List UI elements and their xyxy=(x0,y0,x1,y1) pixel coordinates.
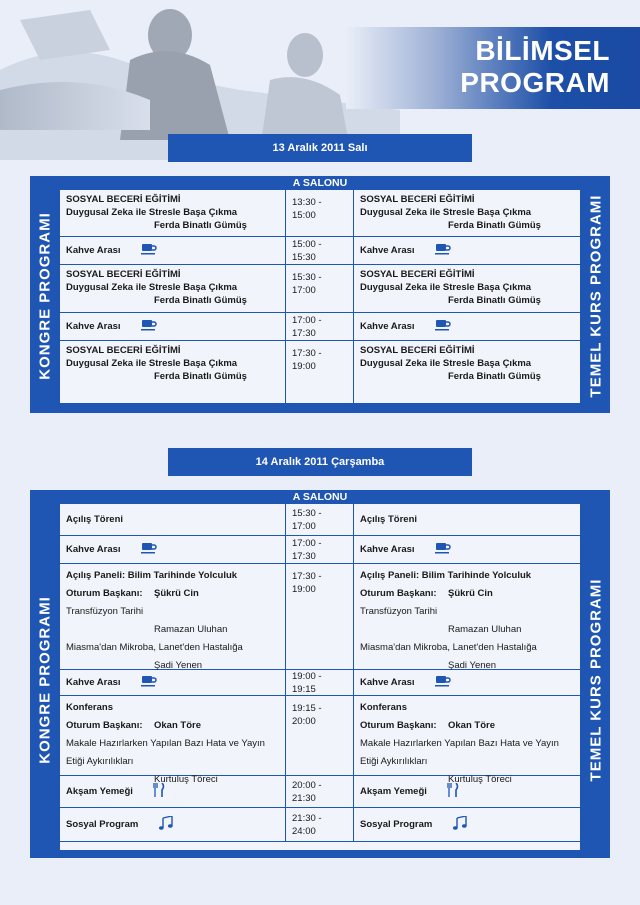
session-text: Oturum Başkanı: xyxy=(66,720,143,731)
session-text: Miasma'dan Mikroba, Lanet'den Hastalığa xyxy=(360,642,537,653)
left-session-cell xyxy=(60,237,286,264)
session-text: Konferans xyxy=(360,702,407,713)
right-session-cell xyxy=(354,670,580,695)
session-text: Açılış Paneli: Bilim Tarihinde Yolculuk xyxy=(360,570,532,581)
session-text: Açılış Töreni xyxy=(360,514,418,525)
session-text: Kahve Arası xyxy=(360,544,415,555)
schedule-row xyxy=(60,265,580,313)
day1-right-label: TEMEL KURS PROGRAMI xyxy=(587,194,605,398)
session-text: Sosyal Program xyxy=(66,819,139,830)
session-text: Ramazan Uluhan xyxy=(448,624,522,635)
time-slot: 17:30 - 19:00 xyxy=(286,564,354,669)
session-text: Kahve Arası xyxy=(360,245,415,256)
session-text: SOSYAL BECERİ EĞİTİMİ xyxy=(66,269,181,280)
session-text: SOSYAL BECERİ EĞİTİMİ xyxy=(66,194,181,205)
session-text: Duygusal Zeka ile Stresle Başa Çıkma xyxy=(66,358,238,369)
schedule-row xyxy=(60,536,580,564)
session-chair-line xyxy=(360,585,574,603)
page-title: BİLİMSEL PROGRAM xyxy=(460,35,610,98)
time-slot: 15:30 - 17:00 xyxy=(286,265,354,312)
session-text: Oturum Başkanı: xyxy=(360,720,437,731)
session-text: Makale Hazırlarken Yapılan Bazı Hata ve Yayın xyxy=(66,738,265,749)
day2-date-bar: 14 Aralık 2011 Çarşamba xyxy=(168,448,472,476)
session-text: Konferans xyxy=(66,702,113,713)
time-slot: 15:00 - 15:30 xyxy=(286,237,354,264)
day2-schedule xyxy=(30,490,610,858)
time-slot: 13:30 - 15:00 xyxy=(286,190,354,236)
time-slot: 17:00 - 17:30 xyxy=(286,536,354,563)
right-session-cell xyxy=(354,536,580,563)
session-text: Miasma'dan Mikroba, Lanet'den Hastalığa xyxy=(66,642,243,653)
schedule-row xyxy=(60,696,580,785)
left-session-cell xyxy=(60,313,286,340)
schedule-row xyxy=(60,313,580,341)
coffee-cup-icon xyxy=(435,243,451,259)
session-text: Kurtuluş Töreci xyxy=(448,774,512,785)
right-session-cell xyxy=(354,190,580,236)
left-session-cell xyxy=(60,564,286,669)
left-session-cell xyxy=(60,536,286,563)
left-session-cell xyxy=(60,265,286,312)
session-text: Açılış Paneli: Bilim Tarihinde Yolculuk xyxy=(66,570,238,581)
session-text: Açılış Töreni xyxy=(66,514,124,525)
fork-knife-icon xyxy=(153,783,165,801)
coffee-cup-icon xyxy=(141,243,157,259)
session-text: Akşam Yemeği xyxy=(360,786,427,797)
right-session-cell xyxy=(354,341,580,403)
session-text: Ferda Binatlı Gümüş xyxy=(154,220,247,231)
day2-right-label: TEMEL KURS PROGRAMI xyxy=(587,578,605,782)
left-session-cell xyxy=(60,341,286,403)
music-note-icon xyxy=(452,816,468,834)
session-text: Transfüzyon Tarihi xyxy=(360,606,438,617)
time-slot: 17:00 - 17:30 xyxy=(286,313,354,340)
session-text: Etiği Aykırılıkları xyxy=(360,756,428,767)
session-text: Şadi Yenen xyxy=(154,660,203,671)
session-text: Ferda Binatlı Gümüş xyxy=(154,371,247,382)
schedule-row xyxy=(60,776,580,808)
coffee-cup-icon xyxy=(141,675,157,691)
session-text: Makale Hazırlarken Yapılan Bazı Hata ve Yayın xyxy=(360,738,559,749)
session-text: Kahve Arası xyxy=(66,544,121,555)
right-session-cell xyxy=(354,696,580,785)
session-text: Duygusal Zeka ile Stresle Başa Çıkma xyxy=(66,282,238,293)
session-chair-line xyxy=(66,585,279,603)
session-text: Duygusal Zeka ile Stresle Başa Çıkma xyxy=(360,207,532,218)
right-session-cell xyxy=(354,776,580,807)
coffee-cup-icon xyxy=(141,542,157,558)
fork-knife-icon xyxy=(447,783,459,801)
session-text: Şükrü Cin xyxy=(448,588,493,599)
schedule-row xyxy=(60,190,580,237)
day2-table xyxy=(60,504,580,850)
session-text: Oturum Başkanı: xyxy=(66,588,143,599)
session-text: Kahve Arası xyxy=(66,677,121,688)
session-text: Okan Töre xyxy=(448,720,495,731)
session-text: Ferda Binatlı Gümüş xyxy=(448,220,541,231)
session-text: Kahve Arası xyxy=(66,321,121,332)
session-text: Şükrü Cin xyxy=(154,588,199,599)
schedule-row xyxy=(60,341,580,404)
left-session-cell xyxy=(60,808,286,841)
right-session-cell xyxy=(354,313,580,340)
session-text: Kahve Arası xyxy=(66,245,121,256)
right-session-cell xyxy=(354,504,580,535)
session-text: Oturum Başkanı: xyxy=(360,588,437,599)
left-session-cell xyxy=(60,696,286,785)
right-session-cell xyxy=(354,265,580,312)
day1-hall-label: A SALONU xyxy=(292,177,348,189)
session-text: Transfüzyon Tarihi xyxy=(66,606,144,617)
coffee-cup-icon xyxy=(435,319,451,335)
right-session-cell xyxy=(354,237,580,264)
day1-left-label: KONGRE PROGRAMI xyxy=(36,212,54,380)
schedule-row xyxy=(60,504,580,536)
time-slot: 17:30 - 19:00 xyxy=(286,341,354,403)
session-text: SOSYAL BECERİ EĞİTİMİ xyxy=(360,194,475,205)
music-note-icon xyxy=(158,816,174,834)
session-text: Ramazan Uluhan xyxy=(154,624,228,635)
session-text: SOSYAL BECERİ EĞİTİMİ xyxy=(360,269,475,280)
session-text: SOSYAL BECERİ EĞİTİMİ xyxy=(360,345,475,356)
time-slot: 19:15 - 20:00 xyxy=(286,696,354,775)
schedule-row xyxy=(60,670,580,696)
session-text: Etiği Aykırılıkları xyxy=(66,756,134,767)
session-text: Ferda Binatlı Gümüş xyxy=(154,295,247,306)
schedule-row xyxy=(60,237,580,265)
left-session-cell xyxy=(60,670,286,695)
session-chair-line xyxy=(360,717,574,735)
session-text: Kahve Arası xyxy=(360,321,415,332)
coffee-cup-icon xyxy=(141,319,157,335)
coffee-cup-icon xyxy=(435,675,451,691)
session-text: Ferda Binatlı Gümüş xyxy=(448,371,541,382)
time-slot: 19:00 - 19:15 xyxy=(286,670,354,695)
session-text: Okan Töre xyxy=(154,720,201,731)
left-session-cell xyxy=(60,190,286,236)
session-text: Kahve Arası xyxy=(360,677,415,688)
day1-date-bar: 13 Aralık 2011 Salı xyxy=(168,134,472,162)
session-text: Duygusal Zeka ile Stresle Başa Çıkma xyxy=(360,358,532,369)
schedule-row xyxy=(60,564,580,670)
left-session-cell xyxy=(60,504,286,535)
session-text: Kurtuluş Töreci xyxy=(154,774,218,785)
session-text: Duygusal Zeka ile Stresle Başa Çıkma xyxy=(360,282,532,293)
day1-schedule xyxy=(30,176,610,413)
time-slot: 21:30 - 24:00 xyxy=(286,808,354,841)
session-text: Duygusal Zeka ile Stresle Başa Çıkma xyxy=(66,207,238,218)
schedule-row xyxy=(60,808,580,842)
time-slot: 15:30 - 17:00 xyxy=(286,504,354,535)
session-text: Şadi Yenen xyxy=(448,660,497,671)
day2-hall-label: A SALONU xyxy=(292,491,348,503)
session-chair-line xyxy=(66,717,279,735)
right-session-cell xyxy=(354,564,580,669)
session-text: Akşam Yemeği xyxy=(66,786,133,797)
session-text: Ferda Binatlı Gümüş xyxy=(448,295,541,306)
right-session-cell xyxy=(354,808,580,841)
title-banner xyxy=(346,27,640,109)
session-text: SOSYAL BECERİ EĞİTİMİ xyxy=(66,345,181,356)
day1-table xyxy=(60,190,580,404)
time-slot: 20:00 - 21:30 xyxy=(286,776,354,807)
session-text: Sosyal Program xyxy=(360,819,433,830)
left-session-cell xyxy=(60,776,286,807)
day2-left-label: KONGRE PROGRAMI xyxy=(36,596,54,764)
coffee-cup-icon xyxy=(435,542,451,558)
